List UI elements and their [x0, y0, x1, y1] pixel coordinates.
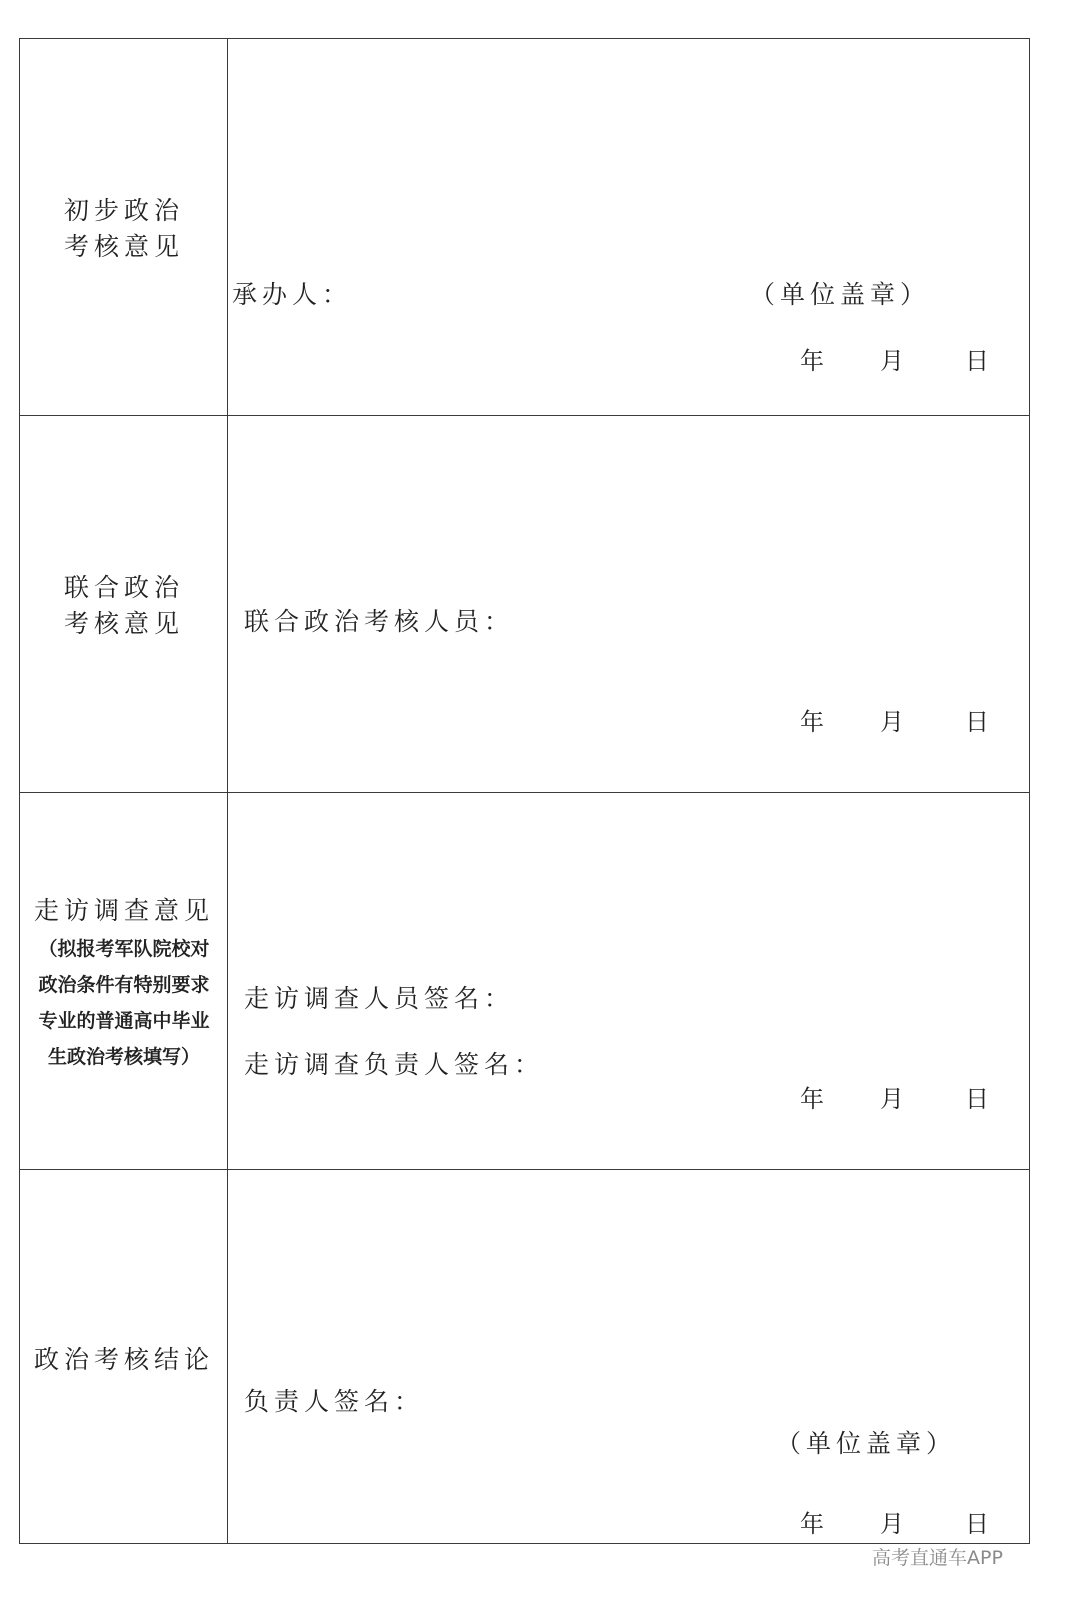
label-cell-visit — [20, 793, 228, 1169]
date-month: 月 — [880, 708, 904, 736]
date-day: 日 — [965, 708, 989, 736]
label-visit-title: 走访调查意见 — [33, 896, 214, 925]
content-cell-visit — [228, 793, 1029, 1169]
unit-seal-label: （单位盖章） — [750, 280, 931, 309]
date-year: 年 — [800, 347, 824, 375]
date-year: 年 — [800, 708, 824, 736]
row-visit-investigation — [20, 792, 1029, 1169]
row-conclusion — [20, 1169, 1029, 1543]
date-month: 月 — [880, 1510, 904, 1538]
content-cell-conclusion — [228, 1170, 1029, 1543]
date-year: 年 — [800, 1510, 824, 1538]
handler-field-label: 承办人： — [232, 280, 353, 309]
row-preliminary-review — [20, 39, 1029, 415]
watermark-text: 高考直通车APP — [872, 1547, 1003, 1569]
joint-reviewers-label: 联合政治考核人员： — [244, 607, 515, 636]
label-visit-note-line1: （拟报考军队院校对 — [38, 938, 210, 960]
political-review-form-table — [19, 38, 1030, 1544]
label-joint-line2: 考核意见 — [63, 609, 184, 638]
content-cell-joint — [228, 416, 1029, 792]
row-joint-review — [20, 415, 1029, 792]
date-line — [800, 1508, 1000, 1540]
content-cell-preliminary — [228, 39, 1029, 415]
investigator-signature-label: 走访调查人员签名： — [244, 984, 515, 1013]
date-line — [800, 345, 1000, 377]
date-day: 日 — [965, 347, 989, 375]
label-preliminary-line1: 初步政治 — [63, 196, 184, 225]
lead-signature-label: 走访调查负责人签名： — [244, 1050, 545, 1079]
label-visit-note-line3: 专业的普通高中毕业 — [38, 1010, 210, 1032]
date-line — [800, 1083, 1000, 1115]
label-visit-note-line2: 政治条件有特别要求 — [38, 974, 210, 996]
label-cell-preliminary — [20, 39, 228, 415]
unit-seal-label: （单位盖章） — [776, 1429, 957, 1458]
label-cell-conclusion — [20, 1170, 228, 1543]
lead-signature-label: 负责人签名： — [244, 1387, 425, 1416]
date-day: 日 — [965, 1085, 989, 1113]
date-year: 年 — [800, 1085, 824, 1113]
date-month: 月 — [880, 347, 904, 375]
label-joint-line1: 联合政治 — [63, 573, 184, 602]
date-line — [800, 706, 1000, 738]
label-cell-joint — [20, 416, 228, 792]
date-month: 月 — [880, 1085, 904, 1113]
label-visit-note-line4: 生政治考核填写） — [47, 1046, 200, 1068]
date-day: 日 — [965, 1510, 989, 1538]
label-conclusion: 政治考核结论 — [33, 1345, 214, 1374]
label-preliminary-line2: 考核意见 — [63, 232, 184, 261]
